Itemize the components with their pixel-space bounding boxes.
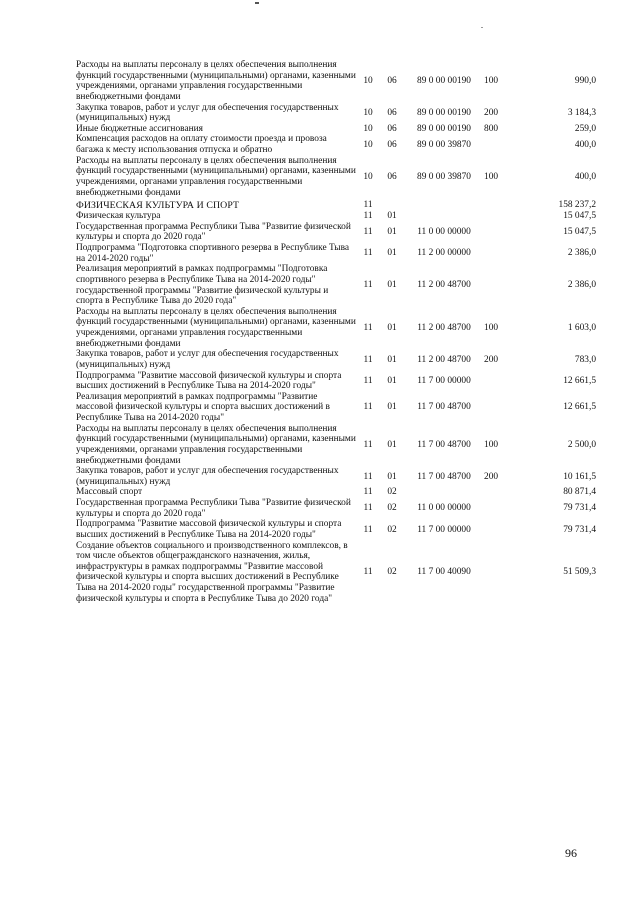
amount: 12 661,5 — [563, 402, 596, 413]
row-name: Подпрограмма "Подготовка спортивного резерва в Республике Тыва на 2014-2020 годы" — [76, 243, 350, 264]
amount: 79 731,4 — [563, 503, 596, 514]
expense-type-code — [484, 198, 512, 211]
subsection-code: 02 — [387, 567, 397, 578]
row-name: Реализация мероприятий в рамках подпрограммы "Развитие массовой физической культуры и спорта высших достижений в Республике Тыва на 2014-2020 годы" — [76, 391, 330, 424]
subsection-code: 06 — [387, 171, 397, 182]
expense-type-code — [484, 243, 512, 264]
section-code: 11 — [363, 248, 373, 259]
subsection-code: 01 — [387, 375, 397, 386]
budget-table — [76, 60, 596, 604]
expense-type-code — [484, 487, 512, 498]
expense-type-code — [484, 541, 512, 605]
row-name: Массовый спорт — [76, 487, 143, 498]
row-name: ФИЗИЧЕСКАЯ КУЛЬТУРА И СПОРТ — [76, 200, 240, 212]
section-code: 11 — [363, 439, 373, 450]
expense-type-code: 200 — [484, 354, 499, 365]
amount: 400,0 — [574, 139, 596, 150]
amount: 400,0 — [574, 171, 596, 182]
amount: 15 047,5 — [563, 211, 596, 222]
scan-speck — [481, 27, 483, 28]
row-name: Создание объектов социального и производственного комплексов, в том числе объектов общегражданского назначения, жилья, инфраструктуры в рамках подпрограммы "Развитие массовой физической культуры и спорта высших достижений в Республике Тыва на 2014-2020 годы" государственной программы "Развитие физической культуры и спорта в Республике Тыва до 2020 года" — [76, 540, 348, 604]
row-name: Закупка товаров, работ и услуг для обеспечения государственных (муниципальных) нужд — [76, 349, 339, 370]
subsection-code: 01 — [387, 354, 397, 365]
page-number: 96 — [565, 846, 577, 860]
amount: 990,0 — [574, 75, 596, 86]
amount: 12 661,5 — [563, 375, 596, 386]
table-row — [76, 487, 596, 498]
section-code: 11 — [363, 354, 373, 365]
subsection-code: 06 — [387, 139, 397, 150]
section-code: 11 — [363, 503, 373, 514]
subsection-code: 01 — [387, 227, 397, 238]
section-code: 11 — [363, 280, 373, 291]
row-name: Компенсация расходов на оплату стоимости проезда и провоза багажа к месту использования отпуска и обратно — [76, 134, 327, 155]
target-article-code: 11 2 00 48700 — [417, 322, 471, 333]
table-row — [76, 60, 596, 103]
row-name: Расходы на выплаты персоналу в целях обеспечения выполнения функций государственными (муниципальными) органами, казенными учреждениями, органами управления государственными внебюджетными фондами — [76, 306, 356, 349]
amount: 259,0 — [574, 123, 596, 134]
amount: 1 603,0 — [567, 322, 596, 333]
target-article-code — [404, 198, 484, 211]
section-code: 11 — [363, 471, 373, 482]
target-article-code — [404, 487, 484, 498]
row-name: Закупка товаров, работ и услуг для обеспечения государственных (муниципальных) нужд — [76, 102, 339, 124]
expense-type-code: 100 — [484, 322, 499, 333]
section-code: 10 — [363, 107, 373, 118]
expense-type-code: 100 — [484, 171, 499, 182]
section-code: 11 — [363, 200, 373, 211]
table-row — [76, 519, 596, 540]
table-row — [76, 392, 596, 424]
amount: 2 500,0 — [567, 439, 596, 450]
subsection-code: 01 — [387, 280, 397, 291]
section-code: 11 — [363, 227, 373, 238]
table-row — [76, 466, 596, 487]
section-code: 11 — [363, 487, 373, 498]
section-code: 10 — [363, 171, 373, 182]
amount: 79 731,4 — [563, 524, 596, 535]
expense-type-code: 800 — [484, 123, 499, 134]
amount: 3 184,3 — [567, 107, 596, 118]
table-row — [76, 349, 596, 370]
row-name: Физическая культура — [76, 211, 161, 222]
table-row — [76, 498, 596, 519]
table-row — [76, 103, 596, 124]
amount: 15 047,5 — [563, 227, 596, 238]
expense-type-code — [484, 519, 512, 540]
row-name: Расходы на выплаты персоналу в целях обеспечения выполнения функций государственными (муниципальными) органами, казенными учреждениями, органами управления государственными внебюджетными фондами — [76, 155, 356, 198]
row-name: Расходы на выплаты персоналу в целях обеспечения выполнения функций государственными (муниципальными) органами, казенными учреждениями, органами управления государственными внебюджетными фондами — [76, 423, 356, 466]
target-article-code: 89 0 00 39870 — [417, 171, 471, 182]
target-article-code — [404, 211, 484, 222]
target-article-code: 11 7 00 48700 — [417, 439, 471, 450]
target-article-code: 11 0 00 00000 — [417, 503, 471, 514]
section-code: 10 — [363, 123, 373, 134]
amount: 51 509,3 — [563, 567, 596, 578]
amount: 2 386,0 — [567, 248, 596, 259]
row-name: Подпрограмма "Развитие массовой физической культуры и спорта высших достижений в Республике Тыва на 2014-2020 годы" — [76, 519, 342, 540]
subsection-code: 02 — [387, 487, 397, 498]
expense-type-code — [484, 211, 512, 222]
expense-type-code: 100 — [484, 439, 499, 450]
row-name: Подпрограмма "Развитие массовой физической культуры и спорта высших достижений в Республике Тыва на 2014-2020 годы" — [76, 370, 342, 392]
target-article-code: 11 2 00 00000 — [417, 248, 471, 259]
expense-type-code — [484, 498, 512, 519]
section-code: 11 — [363, 524, 373, 535]
expense-type-code: 200 — [484, 107, 499, 118]
section-code: 11 — [363, 402, 373, 413]
table-row — [76, 222, 596, 243]
table-row — [76, 541, 596, 605]
section-code: 11 — [363, 375, 373, 386]
expense-type-code — [484, 371, 512, 392]
subsection-code: 06 — [387, 123, 397, 134]
subsection-code: 06 — [387, 75, 397, 86]
target-article-code: 11 7 00 00000 — [417, 375, 471, 386]
row-name: Реализация мероприятий в рамках подпрограммы "Подготовка спортивного резерва в Республике Тыва на 2014-2020 годы" государственной программы "Развитие физической культуры и спорта в Республике Тыва до 2020 года" — [76, 264, 329, 307]
target-article-code: 89 0 00 00190 — [417, 107, 471, 118]
scan-mark — [255, 2, 259, 4]
table-row — [76, 211, 596, 222]
target-article-code: 11 7 00 48700 — [417, 471, 471, 482]
expense-type-code — [484, 222, 512, 243]
section-code: 11 — [363, 567, 373, 578]
target-article-code: 11 0 00 00000 — [417, 227, 471, 238]
target-article-code: 11 2 00 48700 — [417, 354, 471, 365]
amount: 783,0 — [574, 354, 596, 365]
row-name: Иные бюджетные ассигнования — [76, 123, 203, 134]
subsection-code: 01 — [387, 471, 397, 482]
section-code: 10 — [363, 139, 373, 150]
subsection-code: 01 — [387, 439, 397, 450]
amount: 80 871,4 — [563, 487, 596, 498]
target-article-code: 89 0 00 00190 — [417, 123, 471, 134]
subsection-code: 02 — [387, 524, 397, 535]
section-code: 11 — [363, 322, 373, 333]
expense-type-code — [484, 392, 512, 424]
table-row — [76, 124, 596, 135]
table-row — [76, 243, 596, 264]
table-row — [76, 134, 596, 155]
expense-type-code — [484, 264, 512, 307]
table-row — [76, 307, 596, 350]
table-row — [76, 424, 596, 467]
table-row — [76, 264, 596, 307]
subsection-code: 01 — [387, 322, 397, 333]
subsection-code: 06 — [387, 107, 397, 118]
row-name: Государственная программа Республики Тыва "Развитие физической культуры и спорта до 2020 года" — [76, 221, 351, 243]
table-row — [76, 371, 596, 392]
expense-type-code: 200 — [484, 471, 499, 482]
expense-type-code — [484, 134, 512, 155]
target-article-code: 89 0 00 00190 — [417, 75, 471, 86]
subsection-code: 01 — [387, 211, 397, 222]
budget-table-body — [76, 60, 596, 604]
section-code: 10 — [363, 75, 373, 86]
target-article-code: 11 7 00 00000 — [417, 524, 471, 535]
expense-type-code: 100 — [484, 75, 499, 86]
target-article-code: 89 0 00 39870 — [417, 139, 471, 150]
subsection-code — [380, 198, 404, 211]
table-row — [76, 156, 596, 199]
subsection-code: 02 — [387, 503, 397, 514]
target-article-code: 11 7 00 40090 — [417, 567, 471, 578]
amount: 2 386,0 — [567, 280, 596, 291]
amount: 10 161,5 — [563, 471, 596, 482]
subsection-code: 01 — [387, 402, 397, 413]
row-name: Закупка товаров, работ и услуг для обеспечения государственных (муниципальных) нужд — [76, 466, 339, 487]
table-section-header-row — [76, 198, 596, 211]
row-name: Расходы на выплаты персоналу в целях обеспечения выполнения функций государственными (муниципальными) органами, казенными учреждениями, органами управления государственными внебюджетными фондами — [76, 60, 356, 102]
target-article-code: 11 2 00 48700 — [417, 280, 471, 291]
section-code: 11 — [363, 211, 373, 222]
amount: 158 237,2 — [558, 200, 596, 211]
subsection-code: 01 — [387, 248, 397, 259]
row-name: Государственная программа Республики Тыва "Развитие физической культуры и спорта до 2020 года" — [76, 498, 351, 519]
target-article-code: 11 7 00 48700 — [417, 402, 471, 413]
